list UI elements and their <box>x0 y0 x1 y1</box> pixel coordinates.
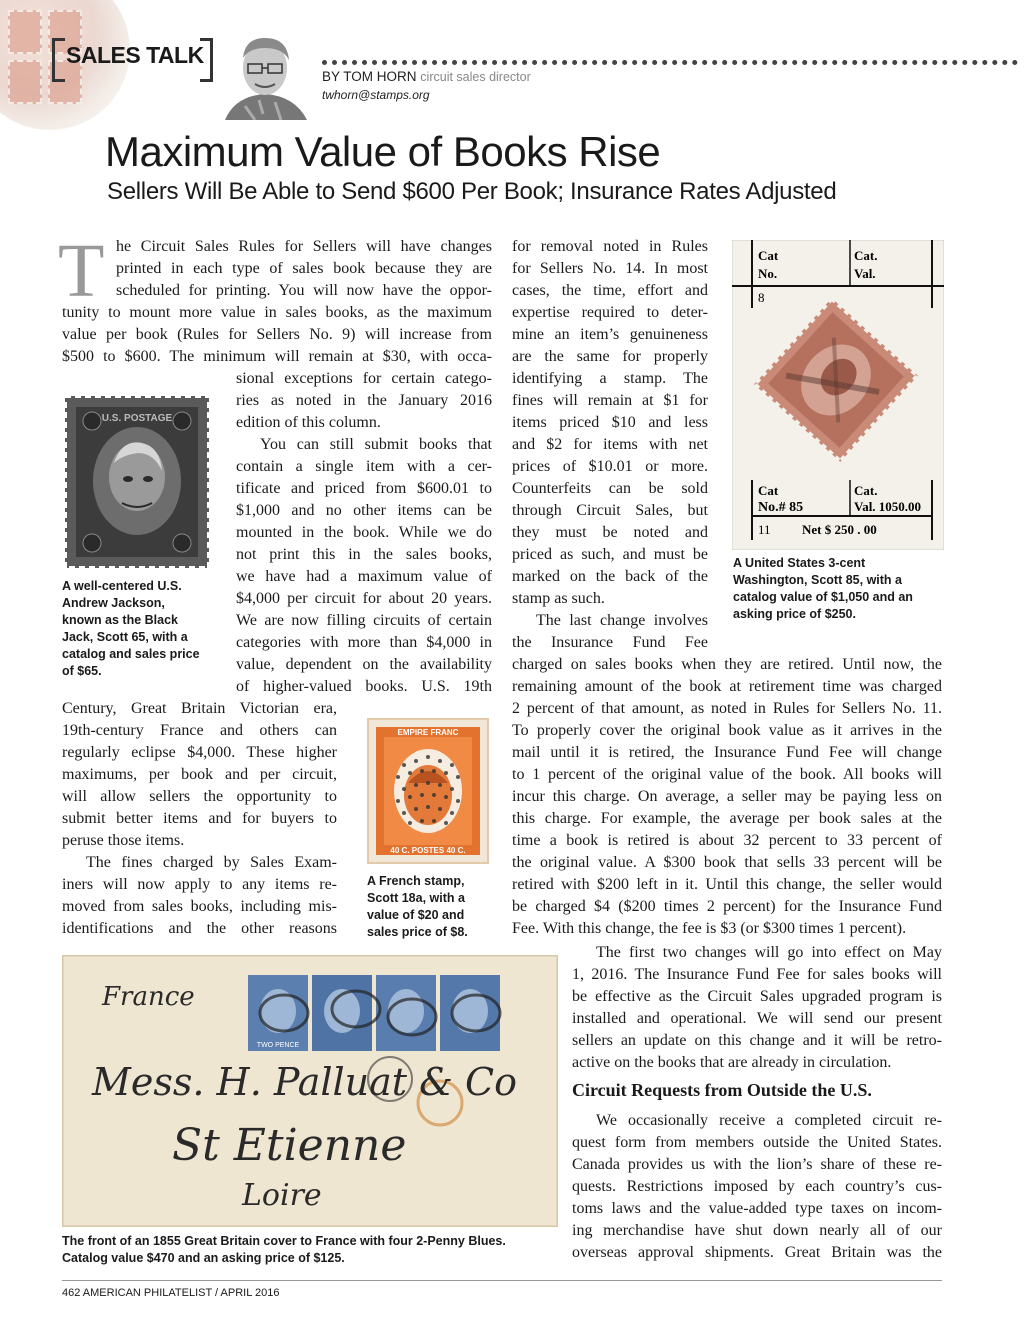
body-text-line: iners will now apply to any items re- <box>62 876 337 893</box>
body-text-line: ing merchandise have shut down nearly all of our <box>572 1222 942 1239</box>
body-text-line: The fines charged by Sales Exam- <box>86 854 337 871</box>
body-text-line: identifications and the other reasons <box>62 920 337 937</box>
body-text-line: will allow sellers the opportunity to <box>62 788 337 805</box>
article-title: Maximum Value of Books Rise <box>105 128 661 175</box>
body-text-line: categories with more than $4,000 in <box>236 634 492 651</box>
body-text-line: time a book is retired is about 32 percent to 33 percent of <box>512 832 942 849</box>
gb-cover-image <box>62 955 558 1227</box>
drop-cap: T <box>58 229 105 313</box>
body-text-line: they must be noted and <box>512 524 708 541</box>
page-folio: 462 AMERICAN PHILATELIST / APRIL 2016 <box>62 1287 280 1299</box>
body-text-line: moved from sales books, including mis- <box>62 898 337 915</box>
body-text-line: We occasionally receive a completed circuit re- <box>596 1112 942 1129</box>
section-bracket-left <box>52 38 65 82</box>
body-text-line: items priced $10 and less <box>512 414 708 431</box>
body-text-line: expertise required to deter- <box>512 304 708 321</box>
section-heading: Circuit Requests from Outside the U.S. <box>572 1080 872 1100</box>
body-text-line: this charge. For example, the average per book sales at the <box>512 810 942 827</box>
body-text-line: tunity to mount more value in sales books, as the maximum <box>62 304 492 321</box>
caption-line: Scott 18a, with a <box>367 891 465 905</box>
caption-line: Washington, Scott 85, with a <box>733 573 902 587</box>
body-text-line: overseas approval shipments. Great Britain was the <box>572 1244 942 1261</box>
body-text-line: To properly cover the original book value as it arrives in the <box>512 722 942 739</box>
body-text-line: peruse those items. <box>62 832 185 849</box>
body-text-line: remaining amount of the book at retirement time was charged <box>512 678 942 695</box>
body-text-line: The first two changes will go into effect on May <box>596 944 942 961</box>
body-text-line: and $2 for items with net <box>512 436 708 453</box>
body-text-line: marked on the back of the <box>512 568 708 585</box>
card-net-price: Net $ 250 . 00 <box>802 522 877 537</box>
body-text-line: retired with $200 left in it. Until this change, the seller would <box>512 876 942 893</box>
jackson-stamp-image <box>62 393 212 571</box>
body-text-line: to 1 percent of the original value of the book. All books will <box>512 766 942 783</box>
body-text-line: are the same for properly <box>512 348 708 365</box>
body-text-line: sional exceptions for certain catego- <box>236 370 492 387</box>
caption-jackson <box>62 578 200 680</box>
body-text-line: quests. Restrictions imposed by each country’s cus- <box>572 1178 942 1195</box>
body-text-line: active on the books that are already in circulation. <box>572 1054 892 1071</box>
card-val-label: Val. <box>854 266 876 281</box>
card-cat2-label: Cat. <box>854 248 878 263</box>
body-text-line: prices of $10.01 or more. <box>512 458 708 475</box>
caption-line: The front of an 1855 Great Britain cover to France with four 2-Penny Blues. <box>62 1234 506 1248</box>
caption-line: catalog and sales price <box>62 647 200 661</box>
body-text-line: $4,000 per circuit for about 20 years. <box>236 590 492 607</box>
body-text-line: The last change involves <box>536 612 708 629</box>
author-email[interactable]: twhorn@stamps.org <box>322 88 430 102</box>
caption-line: known as the Black <box>62 613 179 627</box>
body-text-line: toms laws and the value-added type taxes on incom- <box>572 1200 942 1217</box>
body-text-line: value per book (Rules for Sellers No. 9) will increase from <box>62 326 492 343</box>
header-dotted-rule <box>322 60 1018 65</box>
caption-line: A French stamp, <box>367 874 465 888</box>
caption-line: of $65. <box>62 664 102 678</box>
body-text-line: mounted in the book. While we do <box>236 524 492 541</box>
french-stamp-image <box>364 715 492 867</box>
body-text-line: be effective as the Circuit Sales upgraded program is <box>572 988 942 1005</box>
byline <box>322 69 531 84</box>
body-text-line: fines will remain at $1 for <box>512 392 708 409</box>
body-text-line: scheduled for printing. You will now have the oppor- <box>116 282 492 299</box>
body-text-line: Canada provides us with the lion’s share of these re- <box>572 1156 942 1173</box>
caption-line: value of $20 and <box>367 908 465 922</box>
card-no-label: No. <box>758 266 778 281</box>
body-text-line: submit better items and for buyers to <box>62 810 337 827</box>
body-text-line: the Insurance Fund Fee <box>512 634 708 651</box>
body-text-line: quest form from members outside the United States. <box>572 1134 942 1151</box>
caption-line: asking price of $250. <box>733 607 856 621</box>
body-text-line: Counterfeits can be sold <box>512 480 708 497</box>
body-text-line: the original value. A $300 book that sells 33 percent will be <box>512 854 942 871</box>
byline-name: BY TOM HORN <box>322 69 417 84</box>
body-text-line: printed in each type of sales book because they are <box>116 260 492 277</box>
section-label: SALES TALK <box>66 42 204 68</box>
body-text-line: You can still submit books that <box>260 436 492 453</box>
caption-line: Andrew Jackson, <box>62 596 165 610</box>
caption-line: Jack, Scott 65, with a <box>62 630 188 644</box>
body-text-line: installed and operational. We will send our present <box>572 1010 942 1027</box>
body-text-line: $500 to $600. The minimum will remain at $30, with occa- <box>62 348 492 365</box>
body-text-line: tificate and priced from $600.01 to <box>236 480 492 497</box>
caption-line: A United States 3-cent <box>733 556 866 570</box>
body-text-line: contain a single item with a cer- <box>236 458 492 475</box>
body-text-line: mail until it is retired, the Insurance Fund Fee will change <box>512 744 942 761</box>
body-text-line: mine an item’s genuineness <box>512 326 708 343</box>
card-bot-cat2: Cat. <box>854 483 878 498</box>
body-text-line: regularly eclipse $4,000. These higher <box>62 744 337 761</box>
french-stamp-bottom-label: 40 C. POSTES 40 C. <box>390 846 466 855</box>
cover-script-city: St Etienne <box>172 1120 407 1171</box>
card-cat-label: Cat <box>758 248 779 263</box>
cover-script-addressee: Mess. H. Palluat & Co <box>92 1060 518 1104</box>
french-stamp-top-label: EMPIRE FRANC <box>397 728 459 737</box>
body-text-line: 1, 2016. The Insurance Fund Fee for sales books will <box>572 966 942 983</box>
body-text-line: 19th-century France and others can <box>62 722 337 739</box>
body-text-line: Fee. With this change, the fee is $3 (or $300 times 1 percent). <box>512 920 907 937</box>
cover-script-country: France <box>102 982 195 1012</box>
body-text-line: priced as such, and must be <box>512 546 708 563</box>
body-text-line: he Circuit Sales Rules for Sellers will have changes <box>116 238 492 255</box>
caption-french <box>367 873 468 941</box>
caption-line: A well-centered U.S. <box>62 579 182 593</box>
body-text-line: be charged $4 ($200 times 2 percent) for the Insurance Fund <box>512 898 942 915</box>
cover-script-region: Loire <box>242 1178 322 1213</box>
body-text-line: for removal noted in Rules <box>512 238 708 255</box>
jackson-stamp-label: U.S. POSTAGE <box>101 413 173 424</box>
body-text-line: We are now filling circuits of certain <box>236 612 492 629</box>
body-text-line: value, dependent on the availability <box>236 656 492 673</box>
body-text-line: ries as noted in the January 2016 <box>236 392 492 409</box>
article-subtitle: Sellers Will Be Able to Send $600 Per Book; Insurance Rates Adjusted <box>107 178 837 205</box>
caption-cover <box>62 1233 506 1267</box>
card-bot-row-no: 11 <box>758 522 771 537</box>
caption-line: sales price of $8. <box>367 925 468 939</box>
body-text-line: edition of this column. <box>236 414 381 431</box>
footer-rule <box>62 1280 942 1281</box>
body-text-line: for Sellers No. 14. In most <box>512 260 708 277</box>
body-text-line: we have had a maximum value of <box>236 568 492 585</box>
body-text-line: 2 percent of that amount, as noted in Rules for Sellers No. 11. <box>512 700 942 717</box>
body-text-line: identifying a stamp. The <box>512 370 708 387</box>
gb-stamp-label: TWO PENCE <box>256 1042 300 1049</box>
card-row-no: 8 <box>758 290 765 305</box>
body-text-line: not print this in the sales books, <box>236 546 492 563</box>
washington-stamp-card <box>732 240 944 550</box>
caption-line: catalog value of $1,050 and an <box>733 590 913 604</box>
byline-role: circuit sales director <box>420 70 531 84</box>
body-text-line: of higher-valued books. U.S. 19th <box>236 678 492 695</box>
body-text-line: incur this charge. On average, a seller may be paying less on <box>512 788 942 805</box>
section-bracket-right <box>200 38 213 82</box>
body-text-line: charged on sales books when they are retired. Until now, the <box>512 656 942 673</box>
author-photo <box>215 28 315 120</box>
card-bot-no: No.# 85 <box>758 500 804 515</box>
body-text-line: maximums, per book and per circuit, <box>62 766 337 783</box>
card-bot-cat: Cat <box>758 483 779 498</box>
card-bot-val: Val. 1050.00 <box>854 499 922 514</box>
body-text-line: stamp as such. <box>512 590 605 607</box>
body-text-line: cases, the time, effort and <box>512 282 708 299</box>
caption-washington <box>733 555 913 623</box>
body-text-line: sellers an update on this change and it will be retro- <box>572 1032 942 1049</box>
body-text-line: Century, Great Britain Victorian era, <box>62 700 337 717</box>
body-text-line: through Circuit Sales, but <box>512 502 708 519</box>
body-text-line: $1,000 and no other items can be <box>236 502 492 519</box>
caption-line: Catalog value $470 and an asking price of $125. <box>62 1251 345 1265</box>
